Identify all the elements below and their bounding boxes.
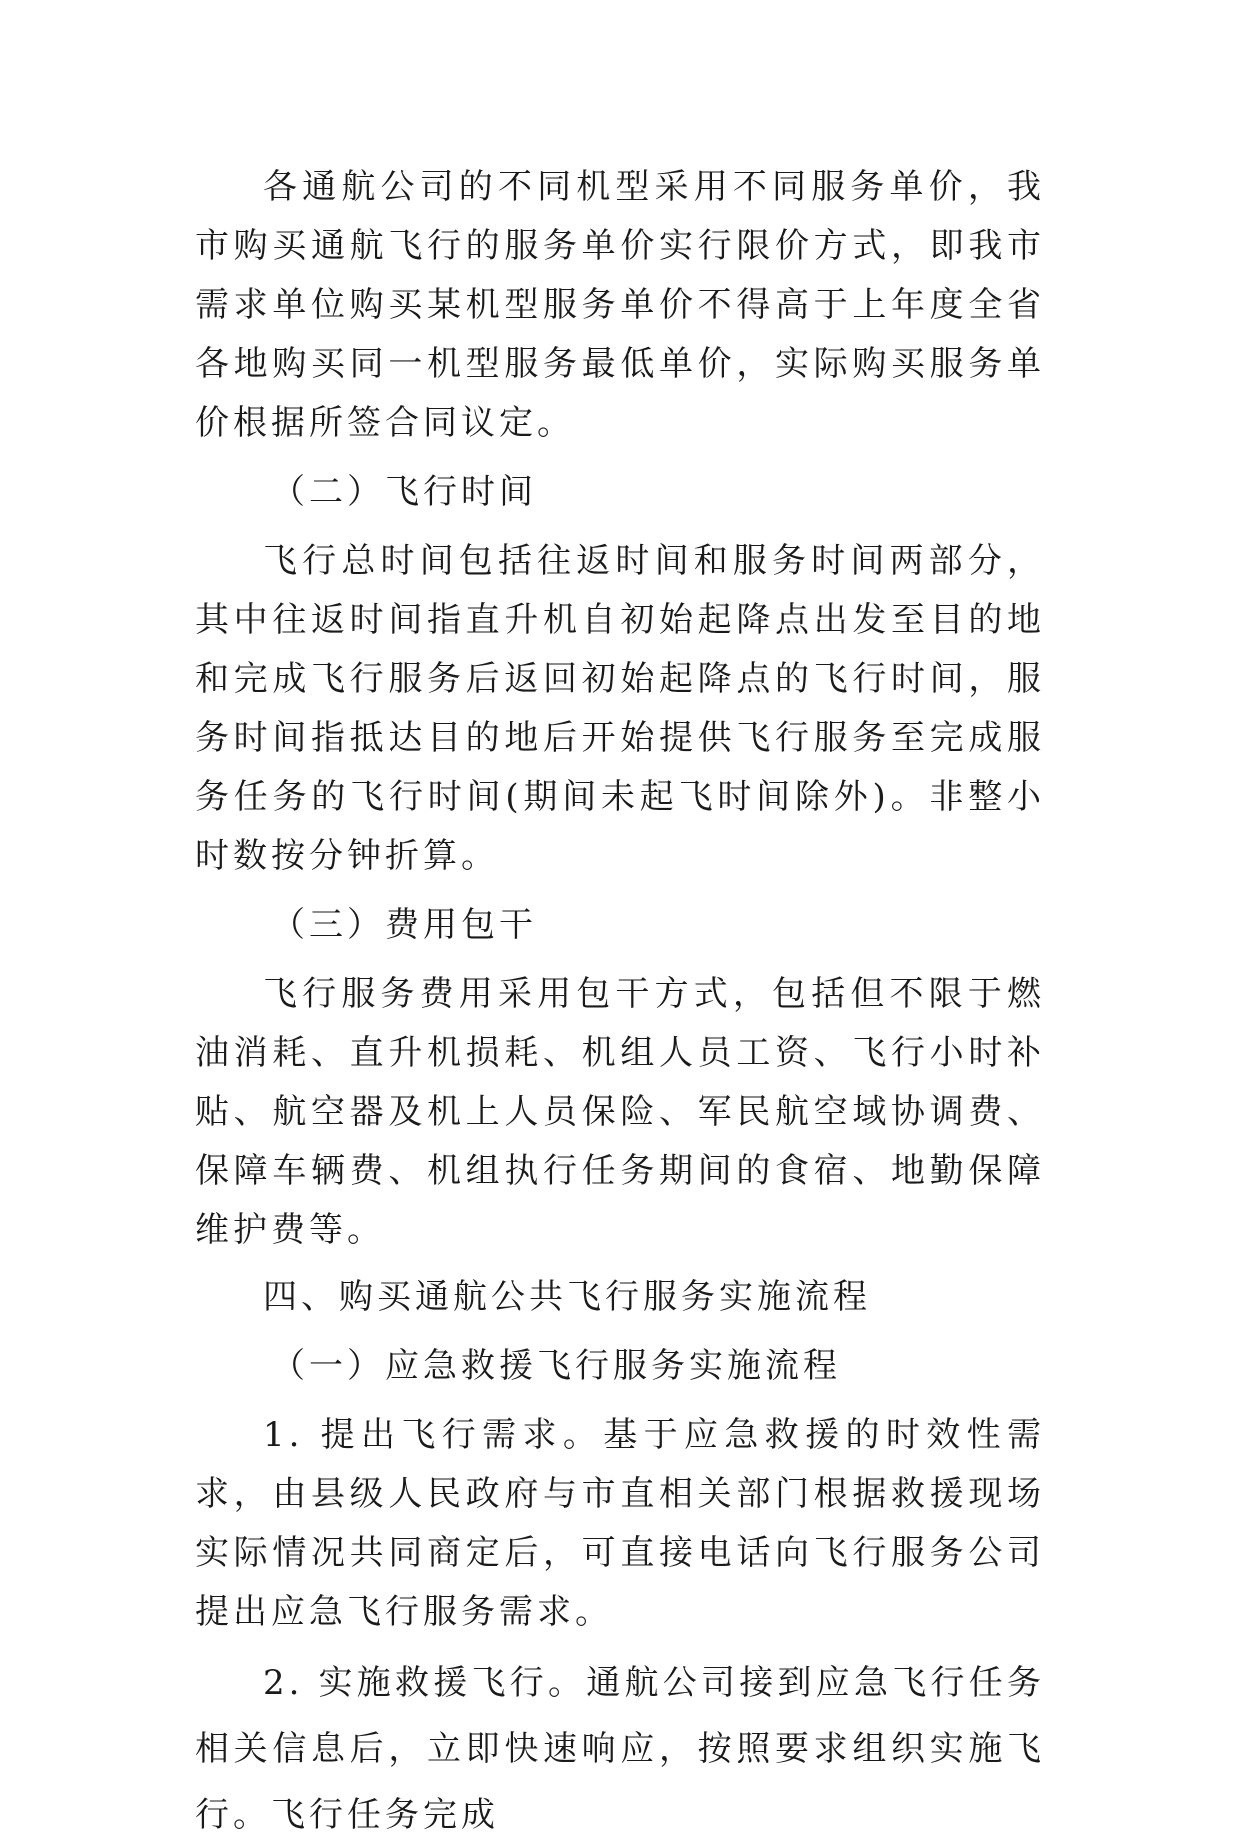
price-paragraph: 各通航公司的不同机型采用不同服务单价，我市购买通航飞行的服务单价实行限价方式，即我市需求单位购买某机型服务单价不得高于上年度全省各地购买同一机型服务最低单价，实际购买服务单价根据所签合同议定。	[195, 167, 1045, 443]
flight-time-heading: （二）飞行时间	[271, 472, 537, 512]
step-2-paragraph: 2. 实施救援飞行。通航公司接到应急飞行任务相关信息后，立即快速响应，按照要求组织实施飞行。飞行任务完成	[195, 1663, 1045, 1835]
cost-heading: （三）费用包干	[271, 905, 537, 945]
emergency-flow-heading: （一）应急救援飞行服务实施流程	[271, 1346, 841, 1386]
flight-time-paragraph: 飞行总时间包括往返时间和服务时间两部分，其中往返时间指直升机自初始起降点出发至目的地和完成飞行服务后返回初始起降点的飞行时间，服务时间指抵达目的地后开始提供飞行服务至完成服务任务的飞行时间(期间未起飞时间除外)。非整小时数按分钟折算。	[195, 541, 1045, 876]
document-page	[195, 158, 1045, 1848]
cost-paragraph: 飞行服务费用采用包干方式，包括但不限于燃油消耗、直升机损耗、机组人员工资、飞行小时补贴、航空器及机上人员保险、军民航空域协调费、保障车辆费、机组执行任务期间的食宿、地勤保障维护费等。	[195, 974, 1045, 1250]
step-1-paragraph: 1. 提出飞行需求。基于应急救援的时效性需求，由县级人民政府与市直相关部门根据救援现场实际情况共同商定后，可直接电话向飞行服务公司提出应急飞行服务需求。	[195, 1415, 1045, 1632]
section-four-heading: 四、购买通航公共飞行服务实施流程	[263, 1277, 871, 1317]
